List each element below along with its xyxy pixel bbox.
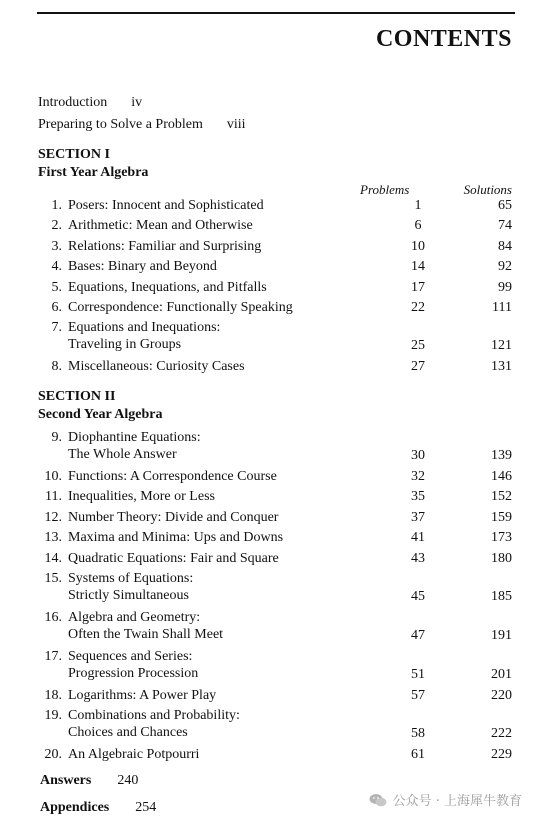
problems-page: 10	[411, 238, 425, 254]
chapter-title: Arithmetic: Mean and Otherwise	[68, 218, 253, 234]
toc-entry	[38, 688, 518, 708]
section-label: SECTION I	[38, 147, 110, 162]
page-title: CONTENTS	[375, 26, 512, 52]
toc-entry	[38, 430, 518, 468]
solutions-page: 222	[491, 726, 512, 742]
problems-page: 51	[411, 667, 425, 682]
front-matter-label: Preparing to Solve a Problem	[38, 117, 203, 132]
front-matter-item	[38, 117, 246, 133]
back-matter-item	[40, 800, 156, 816]
toc-entry	[38, 571, 518, 609]
toc-entry	[38, 610, 518, 648]
chapter-number: 3.	[51, 238, 62, 254]
solutions-page: 111	[492, 300, 512, 315]
problems-page: 1	[414, 198, 422, 213]
problems-page: 58	[411, 726, 425, 742]
back-matter-label: Appendices	[40, 800, 110, 815]
toc-entry	[38, 649, 518, 687]
chapter-title: Inequalities, More or Less	[68, 489, 215, 505]
problems-page: 14	[411, 259, 425, 275]
front-matter-page: viii	[226, 117, 246, 132]
chapter-title: Systems of Equations:	[68, 571, 194, 586]
chapter-title: Maxima and Minima: Ups and Downs	[68, 530, 284, 546]
back-matter-page: 254	[135, 800, 157, 815]
wechat-icon	[369, 793, 387, 807]
section-subtitle: First Year Algebra	[38, 165, 149, 180]
toc-entry	[38, 320, 518, 358]
solutions-column-header: Solutions	[463, 182, 512, 197]
chapter-title: Quadratic Equations: Fair and Square	[68, 550, 279, 566]
toc-entry	[38, 198, 518, 218]
chapter-title: Equations and Inequations:	[68, 320, 221, 336]
chapter-number: 20.	[44, 747, 62, 763]
chapter-number: 4.	[51, 259, 62, 275]
problems-column-header: Problems	[360, 182, 410, 197]
problems-page: 22	[411, 300, 425, 315]
solutions-page: 220	[491, 688, 512, 703]
solutions-page: 65	[498, 198, 512, 213]
chapter-number: 13.	[44, 530, 62, 546]
chapter-title: Diophantine Equations:	[68, 430, 201, 445]
problems-page: 32	[411, 469, 425, 484]
watermark-text: 公众号 · 上海犀牛教育	[392, 794, 522, 809]
chapter-number: 8.	[51, 359, 62, 375]
section-subtitle: Second Year Algebra	[38, 407, 163, 422]
chapter-title: Functions: A Correspondence Course	[68, 469, 277, 484]
problems-page: 61	[411, 747, 425, 763]
chapter-number: 14.	[44, 550, 62, 566]
solutions-page: 99	[498, 279, 512, 295]
chapter-title: Equations, Inequations, and Pitfalls	[68, 279, 267, 295]
chapter-title: Logarithms: A Power Play	[68, 688, 217, 703]
toc-entry	[38, 747, 518, 767]
chapter-number: 6.	[51, 300, 62, 315]
toc-entry	[38, 239, 518, 259]
problems-page: 43	[411, 550, 425, 566]
toc-entry	[38, 551, 518, 571]
solutions-page: 180	[491, 550, 512, 566]
solutions-page: 139	[491, 448, 512, 463]
watermark	[369, 790, 522, 809]
chapter-subtitle: Choices and Chances	[68, 725, 188, 741]
chapter-number: 2.	[51, 218, 62, 234]
chapter-title: Relations: Familiar and Surprising	[68, 238, 262, 254]
chapter-title: Sequences and Series:	[68, 649, 193, 664]
chapter-number: 12.	[44, 509, 62, 525]
toc-entry	[38, 259, 518, 279]
solutions-page: 185	[491, 589, 512, 604]
back-matter-item	[40, 773, 138, 789]
solutions-page: 92	[498, 259, 512, 275]
chapter-title: Bases: Binary and Beyond	[68, 259, 217, 275]
front-matter-item	[38, 95, 142, 111]
problems-page: 45	[411, 589, 425, 604]
chapter-number: 17.	[44, 649, 62, 664]
chapter-subtitle: Traveling in Groups	[68, 337, 182, 353]
problems-page: 25	[411, 338, 425, 354]
problems-page: 6	[414, 218, 422, 234]
chapter-number: 1.	[51, 198, 62, 213]
section-heading	[38, 388, 162, 424]
back-matter-label: Answers	[40, 773, 92, 788]
toc-entry	[38, 280, 518, 300]
section-label: SECTION II	[38, 389, 116, 404]
problems-page: 37	[411, 509, 425, 525]
solutions-page: 159	[491, 509, 512, 525]
toc-entry	[38, 218, 518, 238]
solutions-page: 173	[491, 530, 512, 546]
chapter-title: Algebra and Geometry:	[68, 610, 201, 625]
problems-page: 17	[411, 279, 425, 295]
toc-entry	[38, 469, 518, 489]
chapter-number: 7.	[51, 320, 62, 336]
problems-page: 47	[411, 628, 425, 643]
solutions-page: 191	[491, 628, 512, 643]
front-matter-label: Introduction	[38, 95, 108, 110]
solutions-page: 121	[491, 338, 512, 354]
chapter-number: 9.	[51, 430, 62, 445]
front-matter-page: iv	[131, 95, 143, 110]
chapter-number: 16.	[44, 610, 62, 625]
chapter-title: Number Theory: Divide and Conquer	[68, 509, 279, 525]
chapter-subtitle: Often the Twain Shall Meet	[68, 627, 224, 642]
chapter-subtitle: The Whole Answer	[68, 447, 177, 462]
toc-entry	[38, 489, 518, 509]
top-rule	[37, 12, 515, 14]
chapter-number: 10.	[44, 469, 62, 484]
chapter-title: Posers: Innocent and Sophisticated	[68, 198, 264, 213]
chapter-number: 11.	[45, 489, 62, 505]
chapter-title: An Algebraic Potpourri	[68, 747, 200, 763]
problems-page: 30	[411, 448, 425, 463]
toc-entry	[38, 510, 518, 530]
section-heading	[38, 146, 148, 182]
chapter-subtitle: Strictly Simultaneous	[68, 588, 189, 603]
problems-page: 27	[411, 359, 425, 375]
chapter-number: 5.	[51, 279, 62, 295]
solutions-page: 74	[498, 218, 512, 234]
toc-entry	[38, 300, 518, 320]
chapter-title: Correspondence: Functionally Speaking	[68, 300, 293, 315]
problems-page: 41	[411, 530, 425, 546]
problems-page: 35	[411, 489, 425, 505]
solutions-page: 146	[491, 469, 512, 484]
solutions-page: 84	[498, 238, 512, 254]
solutions-page: 152	[491, 489, 512, 505]
chapter-number: 19.	[44, 708, 62, 724]
chapter-number: 15.	[44, 571, 62, 586]
chapter-title: Miscellaneous: Curiosity Cases	[68, 359, 245, 375]
toc-entry	[38, 359, 518, 379]
chapter-title: Combinations and Probability:	[68, 708, 240, 724]
solutions-page: 201	[491, 667, 512, 682]
solutions-page: 131	[491, 359, 512, 375]
solutions-page: 229	[491, 747, 512, 763]
back-matter-page: 240	[117, 773, 139, 788]
toc-entry	[38, 530, 518, 550]
problems-page: 57	[411, 688, 425, 703]
chapter-number: 18.	[44, 688, 62, 703]
chapter-subtitle: Progression Procession	[68, 666, 199, 681]
toc-entry	[38, 708, 518, 746]
